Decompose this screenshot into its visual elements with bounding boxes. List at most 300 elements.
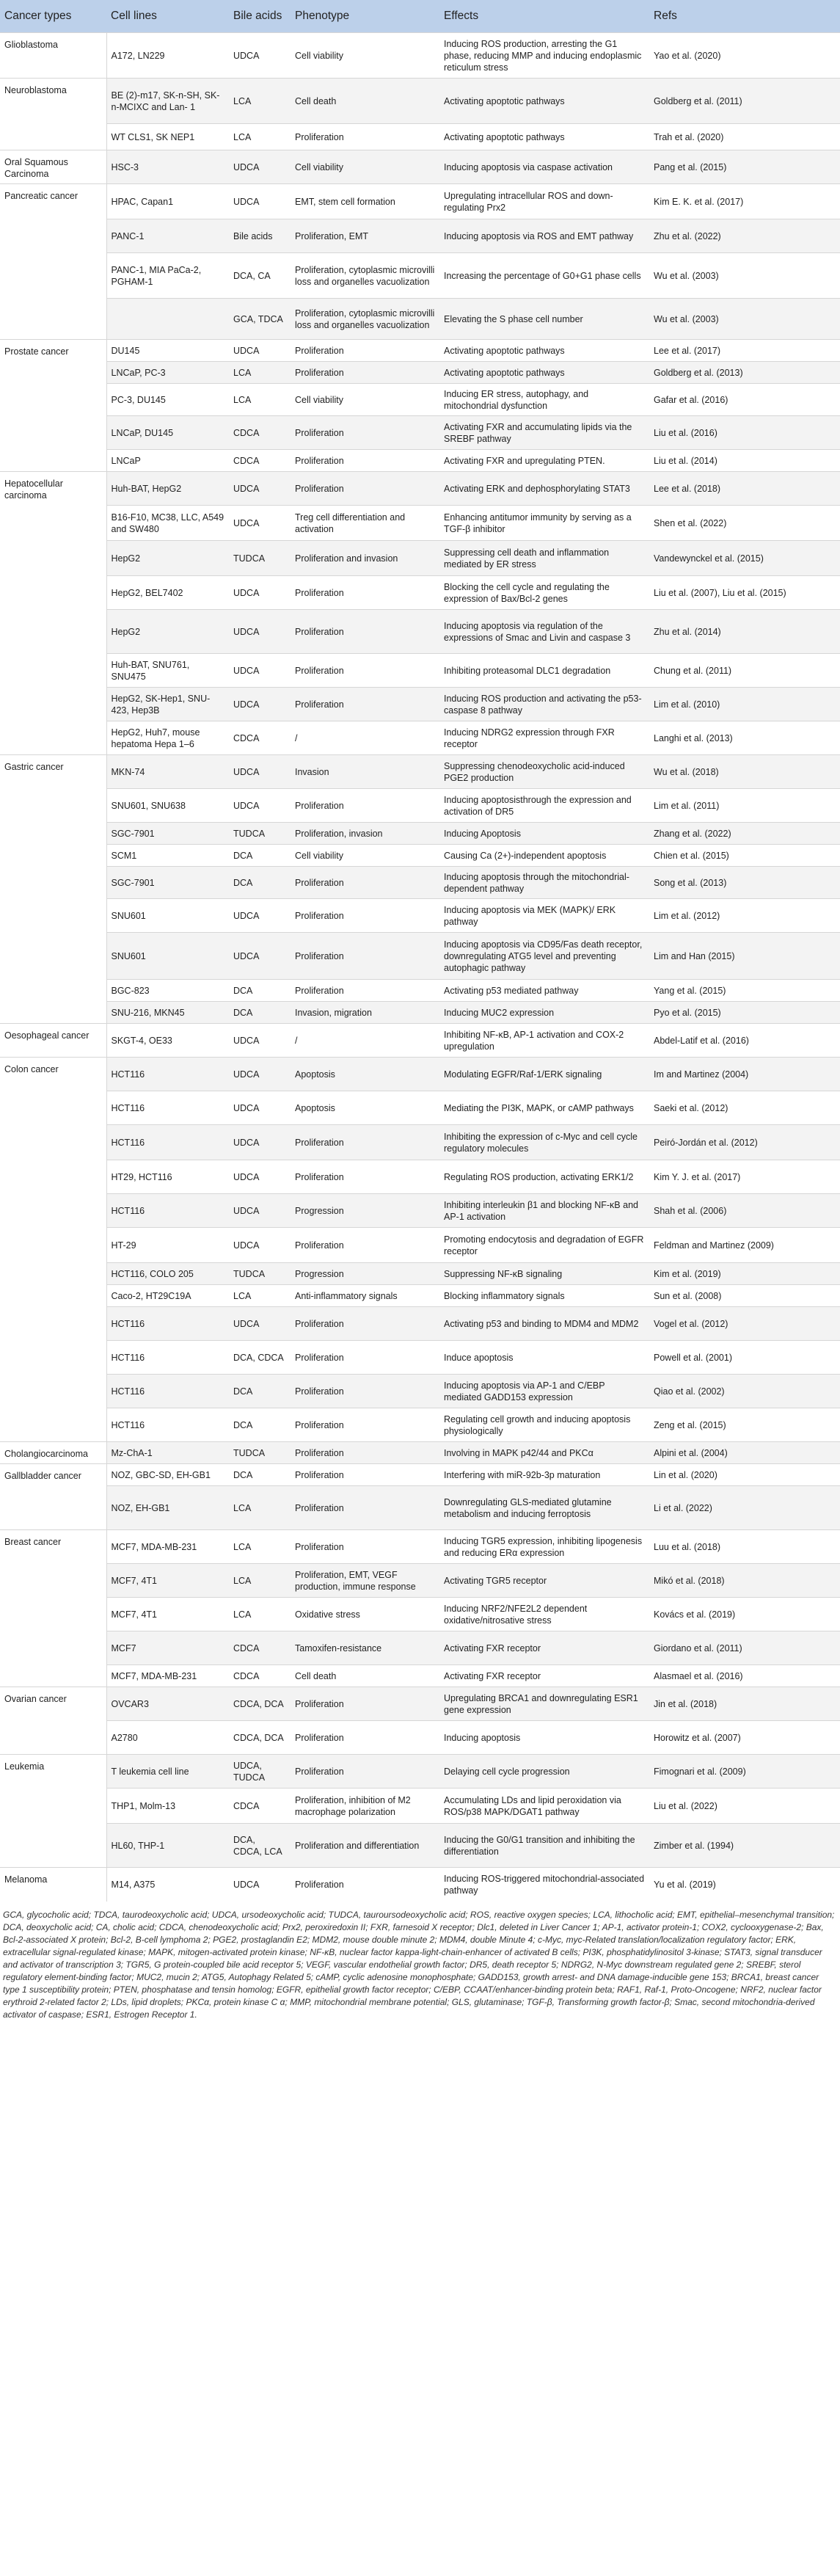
phenotype-cell: Apoptosis: [295, 1102, 335, 1113]
cancer-type-cell: Gallbladder cancer: [0, 1464, 106, 1530]
table-row: [0, 506, 840, 541]
refs-cell: Zeng et al. (2015): [654, 1419, 726, 1430]
phenotype-cell: Invasion: [295, 766, 329, 777]
refs-cell: Pang et al. (2015): [654, 161, 727, 172]
bile-acids-cell: DCA, CDCA: [233, 1352, 284, 1363]
bile-acids-cell: DCA: [233, 877, 253, 888]
phenotype-cell: Proliferation: [295, 131, 344, 142]
cancer-type-cell: Prostate cancer: [0, 340, 106, 472]
phenotype-cell: Proliferation: [295, 1352, 344, 1363]
cell-lines-cell: MCF7, MDA-MB-231: [111, 1541, 197, 1552]
refs-cell: Lim et al. (2010): [654, 699, 720, 710]
effects-cell: Downregulating GLS-mediated glutamine metabolism and inducing ferroptosis: [444, 1496, 612, 1519]
refs-cell: Feldman and Martinez (2009): [654, 1240, 774, 1251]
refs-cell: Saeki et al. (2012): [654, 1102, 728, 1113]
refs-cell: Liu et al. (2014): [654, 455, 717, 466]
effects-cell: Inducing apoptosisthrough the expression and activation of DR5: [444, 794, 632, 817]
cancer-type-cell: Glioblastoma: [0, 33, 106, 79]
effects-cell: Promoting endocytosis and degradation of EGFR receptor: [444, 1234, 644, 1256]
header-effects: Effects: [439, 0, 649, 33]
table-row: [0, 472, 840, 506]
cell-lines-cell: A172, LN229: [111, 50, 165, 61]
bile-acids-cell: UDCA: [233, 1171, 260, 1182]
bile-acids-cell: DCA, CDCA, LCA: [233, 1834, 282, 1857]
effects-cell: Inhibiting the expression of c-Myc and cell cycle regulatory molecules: [444, 1131, 638, 1154]
table-row: [0, 980, 840, 1002]
phenotype-cell: Proliferation, inhibition of M2 macrophage polarization: [295, 1794, 411, 1817]
table-row: [0, 1002, 840, 1024]
phenotype-cell: Proliferation: [295, 1419, 344, 1430]
cell-lines-cell: BE (2)-m17, SK-n-SH, SK-n-MCIXC and Lan- 1: [111, 90, 220, 112]
bile-acids-cell: UDCA: [233, 1205, 260, 1216]
cell-lines-cell: HCT116: [111, 1205, 145, 1216]
cell-lines-cell: B16-F10, MC38, LLC, A549 and SW480: [111, 512, 224, 534]
phenotype-cell: Tamoxifen-resistance: [295, 1642, 382, 1653]
effects-cell: Inducing apoptosis: [444, 1732, 521, 1743]
refs-cell: Lee et al. (2017): [654, 345, 721, 356]
cancer-type-cell: Oesophageal cancer: [0, 1024, 106, 1058]
refs-cell: Mikó et al. (2018): [654, 1575, 725, 1586]
bile-acids-cell: LCA: [233, 1290, 252, 1301]
bile-acids-cell: DCA: [233, 985, 253, 996]
cell-lines-cell: M14, A375: [111, 1879, 156, 1890]
bile-acids-cell: LCA: [233, 367, 252, 378]
bile-acids-cell: DCA: [233, 850, 253, 861]
effects-cell: Inducing apoptosis via ROS and EMT pathway: [444, 230, 634, 241]
table-row: [0, 610, 840, 654]
cell-lines-cell: HCT116: [111, 1102, 145, 1113]
table-body: [0, 33, 840, 1902]
effects-cell: Inducing apoptosis via AP-1 and C/EBP mediated GADD153 expression: [444, 1380, 605, 1402]
cancer-type-cell: Breast cancer: [0, 1530, 106, 1687]
cell-lines-cell: Huh-BAT, HepG2: [111, 483, 182, 494]
bile-acids-cell: UDCA: [233, 517, 260, 528]
effects-cell: Inhibiting proteasomal DLC1 degradation: [444, 665, 611, 676]
refs-cell: Zhu et al. (2014): [654, 626, 721, 637]
refs-cell: Kim E. K. et al. (2017): [654, 196, 744, 207]
cell-lines-cell: HepG2, Huh7, mouse hepatoma Hepa 1–6: [111, 727, 200, 749]
table-row: [0, 789, 840, 823]
cell-lines-cell: Huh-BAT, SNU761, SNU475: [111, 659, 190, 682]
bile-acids-cell: UDCA: [233, 950, 260, 961]
refs-cell: Shen et al. (2022): [654, 517, 727, 528]
cell-lines-cell: MKN-74: [111, 766, 145, 777]
refs-cell: Zhu et al. (2022): [654, 230, 721, 241]
table-row: [0, 823, 840, 845]
refs-cell: Chien et al. (2015): [654, 850, 729, 861]
table-row: [0, 384, 840, 416]
table-row: [0, 1091, 840, 1125]
cancer-type-cell: Colon cancer: [0, 1058, 106, 1442]
phenotype-cell: Proliferation: [295, 1732, 344, 1743]
table-row: [0, 299, 840, 340]
refs-cell: Abdel-Latif et al. (2016): [654, 1035, 749, 1046]
bile-acids-cell: TUDCA: [233, 1447, 266, 1458]
cell-lines-cell: LNCaP, PC-3: [111, 367, 166, 378]
cell-lines-cell: SGC-7901: [111, 828, 155, 839]
effects-cell: Inducing ROS production, arresting the G1 phase, reducing MMP and inducing endoplasmic reticulum stress: [444, 38, 642, 73]
phenotype-cell: Proliferation: [295, 800, 344, 811]
refs-cell: Liu et al. (2016): [654, 427, 717, 438]
refs-cell: Alpini et al. (2004): [654, 1447, 728, 1458]
header-refs: Refs: [649, 0, 840, 33]
bile-acids-cell: DCA, CA: [233, 270, 271, 281]
effects-cell: Involving in MAPK p42/44 and PKCα: [444, 1447, 594, 1458]
cell-lines-cell: Caco-2, HT29C19A: [111, 1290, 191, 1301]
cell-lines-cell: SNU-216, MKN45: [111, 1007, 185, 1018]
bile-acids-cell: UDCA: [233, 1240, 260, 1251]
bile-acids-cell: UDCA: [233, 800, 260, 811]
cell-lines-cell: HL60, THP-1: [111, 1840, 165, 1851]
cell-lines-cell: HCT116: [111, 1352, 145, 1363]
phenotype-cell: Proliferation and differentiation: [295, 1840, 420, 1851]
cell-lines-cell: DU145: [111, 345, 140, 356]
refs-cell: Powell et al. (2001): [654, 1352, 733, 1363]
table-row: [0, 654, 840, 688]
effects-cell: Upregulating BRCA1 and downregulating ESR1 gene expression: [444, 1692, 638, 1715]
cancer-type-cell: Cholangiocarcinoma: [0, 1442, 106, 1464]
table-row: [0, 1464, 840, 1486]
refs-cell: Shah et al. (2006): [654, 1205, 727, 1216]
bile-acids-cell: UDCA: [233, 1879, 260, 1890]
refs-cell: Kim Y. J. et al. (2017): [654, 1171, 741, 1182]
refs-cell: Im and Martinez (2004): [654, 1069, 749, 1080]
bile-acids-cell: LCA: [233, 1609, 252, 1620]
refs-cell: Yang et al. (2015): [654, 985, 726, 996]
effects-cell: Inhibiting interleukin β1 and blocking NF-κB and AP-1 activation: [444, 1199, 638, 1222]
refs-cell: Lim and Han (2015): [654, 950, 735, 961]
refs-cell: Goldberg et al. (2011): [654, 95, 742, 106]
effects-cell: Activating FXR and upregulating PTEN.: [444, 455, 605, 466]
bile-acids-cell: CDCA, DCA: [233, 1732, 284, 1743]
refs-cell: Luu et al. (2018): [654, 1541, 721, 1552]
effects-cell: Regulating cell growth and inducing apoptosis physiologically: [444, 1413, 631, 1436]
bile-acids-cell: UDCA: [233, 196, 260, 207]
phenotype-cell: Proliferation: [295, 1766, 344, 1777]
phenotype-cell: Proliferation: [295, 1240, 344, 1251]
effects-cell: Inducing the G0/G1 transition and inhibiting the differentiation: [444, 1834, 635, 1857]
phenotype-cell: /: [295, 1035, 298, 1046]
table-row: [0, 1687, 840, 1721]
table-row: [0, 1442, 840, 1464]
cell-lines-cell: THP1, Molm-13: [111, 1800, 176, 1811]
table-row: [0, 899, 840, 933]
refs-cell: Peiró-Jordán et al. (2012): [654, 1137, 758, 1148]
phenotype-cell: Proliferation, EMT, VEGF production, immune response: [295, 1569, 416, 1592]
effects-cell: Activating apoptotic pathways: [444, 345, 565, 356]
refs-cell: Giordano et al. (2011): [654, 1642, 742, 1653]
bile-acids-cell: CDCA: [233, 1670, 260, 1681]
cell-lines-cell: HPAC, Capan1: [111, 196, 174, 207]
table-row: [0, 1631, 840, 1665]
cell-lines-cell: HepG2: [111, 553, 141, 564]
bile-acids-cell: DCA: [233, 1469, 253, 1480]
bile-acids-cell: UDCA: [233, 587, 260, 598]
bile-acids-cell: LCA: [233, 1502, 252, 1513]
refs-cell: Yu et al. (2019): [654, 1879, 716, 1890]
refs-cell: Vandewynckel et al. (2015): [654, 553, 764, 564]
table-row: [0, 450, 840, 472]
cancer-type-cell: Pancreatic cancer: [0, 184, 106, 340]
table-row: [0, 124, 840, 150]
cell-lines-cell: MCF7, 4T1: [111, 1575, 158, 1586]
table-row: [0, 1375, 840, 1408]
refs-cell: Horowitz et al. (2007): [654, 1732, 741, 1743]
phenotype-cell: Cell viability: [295, 161, 343, 172]
cell-lines-cell: OVCAR3: [111, 1698, 149, 1709]
bile-acids-cell: TUDCA: [233, 828, 266, 839]
table-footnote: GCA, glycocholic acid; TDCA, taurodeoxycholic acid; UDCA, ursodeoxycholic acid; TUDCA, tauroursodeoxycholic acid; ROS, reactive oxygen species; LCA, lithocholic acid; EMT, epithelial–mesenchymal transition; DCA, deoxycholic acid; CA, cholic acid; CDCA, chenodeoxycholic acid; Prx2, peroxiredoxin II; FXR, farnesoid X receptor; Dlc1, deleted in Liver Cancer 1; AP-1, activator protein-1; COX2, cyclooxygenase-2; Bax, Bcl-2-associated X protein; Bcl-2, B-cell lymphoma 2; PGE2, prostaglandin E2; MDM2, mouse double minute 2; MDM4, double Minute 4; c-Myc, myc-Related translation/localization regulatory factor; ERK, extracellular signal-regulated kinase; MAPK, mitogen-activated protein kinase; NF-κB, nuclear factor kappa-light-chain-enhancer of activated B cells; PI3K, phosphatidylinositol 3-kinase; STAT3, signal transducer and activator of transcription 3; TGR5, G protein-coupled bile acid receptor 5; VEGF, vascular endothelial growth factor; DR5, death receptor 5; NDRG2, N-Myc downstream regulated gene 2; SREBF, sterol regulatory element-binding factor; MUC2, mucin 2; ATG5, Autophagy Related 5; cAMP, cyclic adenosine monophosphate; GADD153, growth arrest- and DNA damage-inducible gene 153; BRCA1, breast cancer type 1 susceptibility protein; PTEN, phosphatase and tensin homolog; EGFR, epithelial growth factor receptor; C/EBP, CCAAT/enhancer-binding protein beta; RAF1, Raf-1, Proto-Oncogene; NRF2, nuclear factor erythroid 2-related factor 2; LDs, lipid droplets; PKCα, protein kinase C α; MMP, mitochondrial membrane potential; GLS, glutaminase; TGF-β, Transforming growth factor-β; Smac, second mitochondria-derived activator of caspase; ESR1, Estrogen Receptor 1.: [3, 1909, 835, 2020]
table-row: [0, 1125, 840, 1160]
table-row: [0, 1868, 840, 1902]
cell-lines-cell: HT-29: [111, 1240, 136, 1251]
bile-acids-cell: LCA: [233, 131, 252, 142]
bile-acids-cell: UDCA: [233, 766, 260, 777]
cell-lines-cell: HepG2: [111, 626, 141, 637]
phenotype-cell: Proliferation: [295, 587, 344, 598]
refs-cell: Liu et al. (2007), Liu et al. (2015): [654, 587, 786, 598]
bile-acids-cell: UDCA: [233, 910, 260, 921]
table-row: [0, 1341, 840, 1375]
phenotype-cell: Invasion, migration: [295, 1007, 372, 1018]
effects-cell: Inducing TGR5 expression, inhibiting lipogenesis and reducing ERα expression: [444, 1535, 643, 1558]
table-row: [0, 184, 840, 219]
effects-cell: Inducing apoptosis via regulation of the expressions of Smac and Livin and caspase 3: [444, 620, 631, 643]
cell-lines-cell: NOZ, GBC-SD, EH-GB1: [111, 1469, 211, 1480]
table-row: [0, 867, 840, 899]
effects-cell: Accumulating LDs and lipid peroxidation via ROS/p38 MAPK/DGAT1 pathway: [444, 1794, 621, 1817]
cancer-type-cell: Gastric cancer: [0, 755, 106, 1024]
effects-cell: Activating apoptotic pathways: [444, 131, 565, 142]
effects-cell: Suppressing NF-κB signaling: [444, 1268, 563, 1279]
table-row: [0, 541, 840, 576]
table-row: [0, 1194, 840, 1228]
bile-acids-cell: TUDCA: [233, 1268, 266, 1279]
refs-cell: Song et al. (2013): [654, 877, 727, 888]
effects-cell: Mediating the PI3K, MAPK, or cAMP pathways: [444, 1102, 634, 1113]
phenotype-cell: Proliferation: [295, 427, 344, 438]
phenotype-cell: Cell viability: [295, 50, 343, 61]
cell-lines-cell: HCT116, COLO 205: [111, 1268, 194, 1279]
bile-acids-cell: UDCA: [233, 1035, 260, 1046]
refs-cell: Yao et al. (2020): [654, 50, 721, 61]
table-row: [0, 721, 840, 755]
phenotype-cell: Proliferation: [295, 483, 344, 494]
table-row: [0, 340, 840, 362]
table-row: [0, 1307, 840, 1341]
effects-cell: Causing Ca (2+)-independent apoptosis: [444, 850, 607, 861]
effects-cell: Inducing MUC2 expression: [444, 1007, 555, 1018]
header-bile-acids: Bile acids: [229, 0, 291, 33]
effects-cell: Interfering with miR-92b-3p maturation: [444, 1469, 601, 1480]
refs-cell: Pyo et al. (2015): [654, 1007, 721, 1018]
refs-cell: Wu et al. (2003): [654, 313, 719, 324]
bile-acids-cell: LCA: [233, 1541, 252, 1552]
bile-acids-cell: UDCA: [233, 345, 260, 356]
effects-cell: Inducing NDRG2 expression through FXR receptor: [444, 727, 615, 749]
effects-cell: Inhibiting NF-κB, AP-1 activation and COX-2 upregulation: [444, 1029, 624, 1052]
table-row: [0, 362, 840, 384]
cell-lines-cell: HCT116: [111, 1419, 145, 1430]
cell-lines-cell: PANC-1: [111, 230, 145, 241]
cancer-type-cell: Ovarian cancer: [0, 1687, 106, 1755]
cancer-type-cell: Neuroblastoma: [0, 79, 106, 150]
effects-cell: Elevating the S phase cell number: [444, 313, 583, 324]
phenotype-cell: Proliferation: [295, 985, 344, 996]
bile-acids-cell: CDCA: [233, 732, 260, 743]
cell-lines-cell: SNU601: [111, 950, 146, 961]
phenotype-cell: Proliferation: [295, 367, 344, 378]
table-row: [0, 1755, 840, 1789]
phenotype-cell: Anti-inflammatory signals: [295, 1290, 398, 1301]
bile-acids-cell: UDCA: [233, 161, 260, 172]
table-row: [0, 219, 840, 253]
cell-lines-cell: PC-3, DU145: [111, 394, 166, 405]
table-row: [0, 576, 840, 610]
phenotype-cell: Apoptosis: [295, 1069, 335, 1080]
table-row: [0, 845, 840, 867]
phenotype-cell: Cell death: [295, 1670, 337, 1681]
cancer-type-cell: Hepatocellular carcinoma: [0, 472, 106, 755]
table-row: [0, 1408, 840, 1442]
cell-lines-cell: SNU601: [111, 910, 146, 921]
cell-lines-cell: Mz-ChA-1: [111, 1447, 153, 1458]
bile-acids-cell: CDCA: [233, 427, 260, 438]
phenotype-cell: Proliferation: [295, 665, 344, 676]
phenotype-cell: Proliferation: [295, 1386, 344, 1397]
bile-acids-cell: DCA: [233, 1007, 253, 1018]
bile-acids-cell: TUDCA: [233, 553, 266, 564]
cell-lines-cell: HCT116: [111, 1386, 145, 1397]
refs-cell: Zimber et al. (1994): [654, 1840, 734, 1851]
refs-cell: Wu et al. (2003): [654, 270, 719, 281]
phenotype-cell: Proliferation: [295, 1502, 344, 1513]
phenotype-cell: Proliferation: [295, 1698, 344, 1709]
bile-acids-cell: UDCA: [233, 1102, 260, 1113]
phenotype-cell: Progression: [295, 1205, 344, 1216]
bile-acids-cell: CDCA, DCA: [233, 1698, 284, 1709]
table-row: [0, 1058, 840, 1091]
cell-lines-cell: LNCaP, DU145: [111, 427, 174, 438]
phenotype-cell: Proliferation: [295, 626, 344, 637]
effects-cell: Inducing apoptosis via MEK (MAPK)/ ERK pathway: [444, 904, 616, 927]
cell-lines-cell: SKGT-4, OE33: [111, 1035, 172, 1046]
phenotype-cell: Proliferation, cytoplasmic microvilli loss and organelles vacuolization: [295, 264, 435, 287]
cell-lines-cell: T leukemia cell line: [111, 1766, 189, 1777]
bile-acids-cell: UDCA: [233, 626, 260, 637]
phenotype-cell: EMT, stem cell formation: [295, 196, 395, 207]
refs-cell: Jin et al. (2018): [654, 1698, 717, 1709]
refs-cell: Zhang et al. (2022): [654, 828, 731, 839]
effects-cell: Increasing the percentage of G0+G1 phase cells: [444, 270, 641, 281]
phenotype-cell: Cell viability: [295, 394, 343, 405]
effects-cell: Inducing NRF2/NFE2L2 dependent oxidative/nitrosative stress: [444, 1603, 588, 1626]
cell-lines-cell: HepG2, SK-Hep1, SNU-423, Hep3B: [111, 693, 211, 716]
cancer-type-cell: Leukemia: [0, 1755, 106, 1868]
effects-cell: Inducing apoptosis via CD95/Fas death receptor, downregulating ATG5 level and preventing autophagic pathway: [444, 939, 643, 973]
phenotype-cell: Proliferation: [295, 345, 344, 356]
header-phenotype: Phenotype: [291, 0, 439, 33]
table-row: [0, 416, 840, 450]
bile-acids-cell: LCA: [233, 1575, 252, 1586]
bile-acids-cell: LCA: [233, 95, 252, 106]
refs-cell: Trah et al. (2020): [654, 131, 724, 142]
phenotype-cell: Proliferation: [295, 699, 344, 710]
effects-cell: Inducing ROS-triggered mitochondrial-associated pathway: [444, 1873, 645, 1896]
effects-cell: Inducing apoptosis through the mitochondrial-dependent pathway: [444, 871, 629, 894]
phenotype-cell: Proliferation: [295, 1137, 344, 1148]
phenotype-cell: Proliferation: [295, 1879, 344, 1890]
effects-cell: Activating FXR receptor: [444, 1670, 541, 1681]
phenotype-cell: /: [295, 732, 298, 743]
effects-cell: Activating FXR receptor: [444, 1642, 541, 1653]
phenotype-cell: Proliferation: [295, 950, 344, 961]
cancer-type-cell: Melanoma: [0, 1868, 106, 1902]
bile-acids-cell: GCA, TDCA: [233, 313, 283, 324]
table-row: [0, 253, 840, 299]
phenotype-cell: Treg cell differentiation and activation: [295, 512, 406, 534]
cell-lines-cell: MCF7, MDA-MB-231: [111, 1670, 197, 1681]
refs-cell: Li et al. (2022): [654, 1502, 712, 1513]
cell-lines-cell: A2780: [111, 1732, 138, 1743]
effects-cell: Inducing ER stress, autophagy, and mitochondrial dysfunction: [444, 388, 589, 411]
cell-lines-cell: HepG2, BEL7402: [111, 587, 183, 598]
table-row: [0, 1228, 840, 1263]
cell-lines-cell: PANC-1, MIA PaCa-2, PGHAM-1: [111, 264, 202, 287]
table-row: [0, 1530, 840, 1564]
refs-cell: Kovács et al. (2019): [654, 1609, 736, 1620]
table-row: [0, 1721, 840, 1755]
table-row: [0, 1564, 840, 1598]
effects-cell: Activating p53 mediated pathway: [444, 985, 579, 996]
refs-cell: Lin et al. (2020): [654, 1469, 717, 1480]
cell-lines-cell: NOZ, EH-GB1: [111, 1502, 170, 1513]
refs-cell: Gafar et al. (2016): [654, 394, 728, 405]
bile-acids-cell: CDCA: [233, 1642, 260, 1653]
table-row: [0, 1824, 840, 1868]
effects-cell: Activating apoptotic pathways: [444, 367, 565, 378]
refs-cell: Wu et al. (2018): [654, 766, 719, 777]
table-header: [0, 0, 840, 33]
refs-cell: Liu et al. (2022): [654, 1800, 717, 1811]
bile-acids-cell: Bile acids: [233, 230, 273, 241]
refs-cell: Lee et al. (2018): [654, 483, 721, 494]
effects-cell: Modulating EGFR/Raf-1/ERK signaling: [444, 1069, 602, 1080]
effects-cell: Activating apoptotic pathways: [444, 95, 565, 106]
table-row: [0, 1598, 840, 1631]
cell-lines-cell: HCT116: [111, 1069, 145, 1080]
phenotype-cell: Proliferation: [295, 1447, 344, 1458]
cell-lines-cell: HSC-3: [111, 161, 139, 172]
bile-acids-cell: CDCA: [233, 455, 260, 466]
table-row: [0, 1789, 840, 1824]
bile-acids-cell: UDCA: [233, 665, 260, 676]
refs-cell: Langhi et al. (2013): [654, 732, 733, 743]
bile-acids-cell: UDCA: [233, 1318, 260, 1329]
table-row: [0, 1160, 840, 1194]
bile-acids-cell: UDCA: [233, 1137, 260, 1148]
effects-cell: Upregulating intracellular ROS and down-regulating Prx2: [444, 190, 613, 213]
refs-cell: Alasmael et al. (2016): [654, 1670, 743, 1681]
effects-cell: Blocking inflammatory signals: [444, 1290, 565, 1301]
refs-cell: Qiao et al. (2002): [654, 1386, 725, 1397]
table-row: [0, 1486, 840, 1530]
phenotype-cell: Cell death: [295, 95, 337, 106]
table-row: [0, 1024, 840, 1058]
bile-acids-cell: UDCA: [233, 1069, 260, 1080]
effects-cell: Enhancing antitumor immunity by serving as a TGF-β inhibitor: [444, 512, 632, 534]
table-row: [0, 688, 840, 721]
